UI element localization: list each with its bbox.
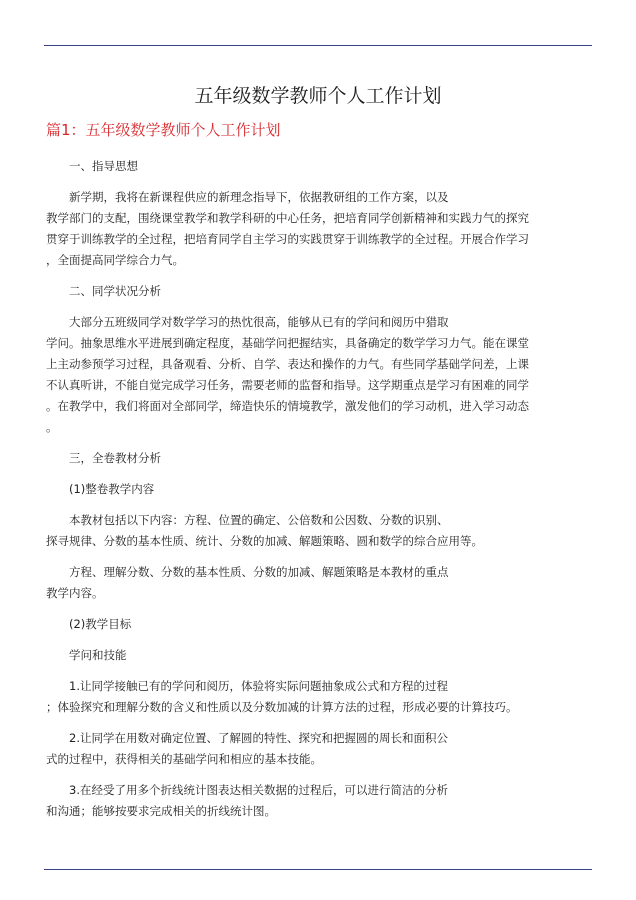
text-line: (2)教学目标 (69, 617, 132, 631)
text-line: 2.让同学在用数对确定位置、了解圆的特性、探究和把握圆的周长和面积公 (69, 731, 448, 745)
section-subtitle: 篇1：五年级数学教师个人工作计划 (46, 121, 281, 139)
text-line: 学问。抽象思维水平进展到确定程度，基础学问把握结实，具备确定的数学学习力气。能在课堂 (46, 336, 529, 350)
document-body (46, 156, 594, 832)
text-line: 探寻规律、分数的基本性质、统计、分数的加减、解题策略、圆和数学的综合应用等。 (46, 534, 483, 548)
text-line: ；体验探究和理解分数的含义和性质以及分数加减的计算方法的过程，形成必要的计算技巧。 (46, 700, 518, 714)
text-line: 二、同学状况分析 (69, 284, 161, 298)
header-rule (44, 45, 592, 46)
paragraph (46, 156, 594, 177)
paragraph (46, 676, 594, 718)
text-line: 学问和技能 (69, 648, 127, 662)
paragraph (46, 448, 594, 469)
paragraph (46, 187, 594, 271)
text-line: 。在教学中，我们将面对全部同学，缔造快乐的情境教学，激发他们的学习动机，进入学习动态 (46, 399, 529, 413)
paragraph (46, 281, 594, 302)
text-line: 式的过程中，获得相关的基础学问和相应的基本技能。 (46, 752, 322, 766)
paragraph (46, 562, 594, 604)
paragraph (46, 645, 594, 666)
text-line: 和沟通；能够按要求完成相关的折线统计图。 (46, 804, 276, 818)
text-line: 方程、理解分数、分数的基本性质、分数的加减、解题策略是本教材的重点 (69, 565, 449, 579)
text-line: 不认真听讲，不能自觉完成学习任务，需要老师的监督和指导。这学期重点是学习有困难的同学 (46, 378, 529, 392)
paragraph (46, 614, 594, 635)
paragraph (46, 780, 594, 822)
text-line: 贯穿于训练教学的全过程，把培育同学自主学习的实践贯穿于训练教学的全过程。开展合作学习 (46, 232, 529, 246)
text-line: 新学期，我将在新课程供应的新理念指导下，依据教研组的工作方案，以及 (69, 190, 449, 204)
footer-rule (44, 869, 592, 870)
paragraph (46, 728, 594, 770)
text-line: 1.让同学接触已有的学问和阅历，体验将实际问题抽象成公式和方程的过程 (69, 679, 448, 693)
text-line: 三，全卷教材分析 (69, 451, 161, 465)
text-line: 。 (46, 420, 58, 434)
paragraph (46, 510, 594, 552)
text-line: 本教材包括以下内容：方程、位置的确定、公倍数和公因数、分数的识别、 (69, 513, 449, 527)
document-title: 五年级数学教师个人工作计划 (194, 85, 442, 107)
text-line: 3.在经受了用多个折线统计图表达相关数据的过程后，可以进行简洁的分析 (69, 783, 448, 797)
text-line: 上主动参预学习过程，具备观看、分析、自学、表达和操作的力气。有些同学基础学问差，上课 (46, 357, 529, 371)
text-line: 教学内容。 (46, 586, 104, 600)
text-line: ，全面提高同学综合力气。 (46, 253, 184, 267)
text-line: 教学部门的支配，围绕课堂教学和教学科研的中心任务，把培育同学创新精神和实践力气的探究 (46, 211, 529, 225)
text-line: 一、指导思想 (69, 159, 138, 173)
paragraph (46, 312, 594, 438)
text-line: 大部分五班级同学对数学学习的热忱很高，能够从已有的学问和阅历中猎取 (69, 315, 449, 329)
text-line: (1)整卷教学内容 (69, 482, 155, 496)
paragraph (46, 479, 594, 500)
